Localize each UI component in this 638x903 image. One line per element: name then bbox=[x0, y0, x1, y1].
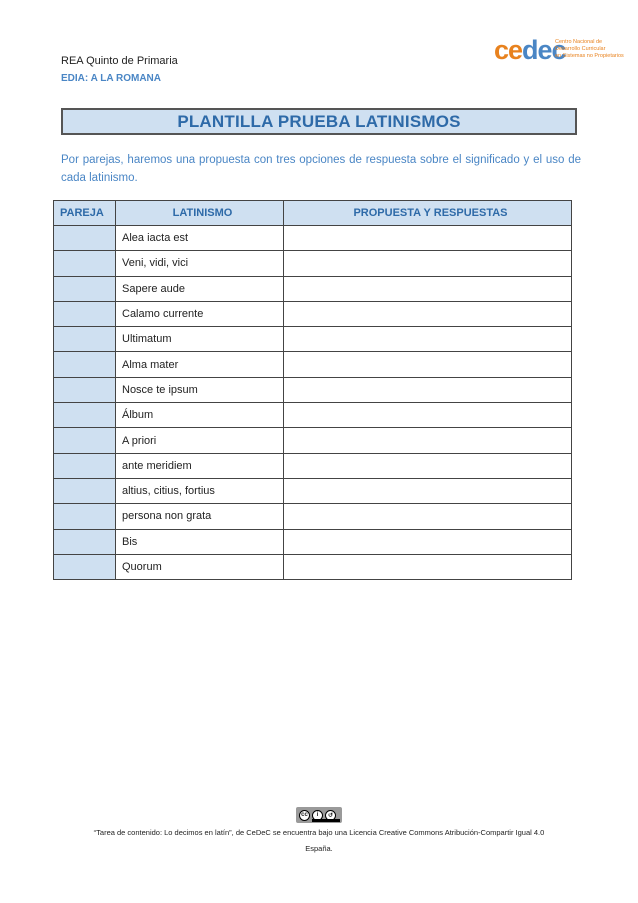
table-row bbox=[54, 301, 572, 326]
pareja-cell bbox=[54, 453, 116, 478]
table-row bbox=[54, 251, 572, 276]
pareja-cell bbox=[54, 276, 116, 301]
table-row bbox=[54, 377, 572, 402]
table-header-row bbox=[54, 201, 572, 226]
cedec-logo bbox=[494, 34, 624, 66]
latinismo-cell: altius, citius, fortius bbox=[116, 478, 284, 503]
pareja-cell bbox=[54, 529, 116, 554]
pareja-cell bbox=[54, 327, 116, 352]
propuesta-cell bbox=[284, 327, 572, 352]
cedec-logo-text: Centro Nacional de Desarrollo Curricular en Sistemas no Propietarios bbox=[555, 39, 624, 59]
header-latinismo: LATINISMO bbox=[116, 201, 284, 226]
cedec-logo-word: cedec bbox=[494, 35, 566, 65]
latinismo-cell: ante meridiem bbox=[116, 453, 284, 478]
pareja-cell bbox=[54, 352, 116, 377]
pareja-cell bbox=[54, 251, 116, 276]
header-rea: REA Quinto de Primaria bbox=[61, 55, 178, 67]
header-propuesta: PROPUESTA Y RESPUESTAS bbox=[284, 201, 572, 226]
latinismo-cell: Álbum bbox=[116, 403, 284, 428]
pareja-cell bbox=[54, 301, 116, 326]
table-row bbox=[54, 529, 572, 554]
latinismo-cell: Bis bbox=[116, 529, 284, 554]
propuesta-cell bbox=[284, 251, 572, 276]
propuesta-cell bbox=[284, 403, 572, 428]
page-title: PLANTILLA PRUEBA LATINISMOS bbox=[177, 111, 461, 131]
latinismo-cell: A priori bbox=[116, 428, 284, 453]
pareja-cell bbox=[54, 478, 116, 503]
pareja-cell bbox=[54, 377, 116, 402]
table-row bbox=[54, 226, 572, 251]
header-edia: EDIA: A LA ROMANA bbox=[61, 73, 161, 84]
table-row bbox=[54, 453, 572, 478]
propuesta-cell bbox=[284, 453, 572, 478]
pareja-cell bbox=[54, 403, 116, 428]
propuesta-cell bbox=[284, 377, 572, 402]
table-row bbox=[54, 403, 572, 428]
propuesta-cell bbox=[284, 301, 572, 326]
creative-commons-by-sa-icon: cc i ↺ bbox=[296, 807, 342, 823]
propuesta-cell bbox=[284, 276, 572, 301]
pareja-cell bbox=[54, 504, 116, 529]
table-row bbox=[54, 327, 572, 352]
propuesta-cell bbox=[284, 529, 572, 554]
table-row bbox=[54, 478, 572, 503]
pareja-cell bbox=[54, 428, 116, 453]
latinismo-cell: Veni, vidi, vici bbox=[116, 251, 284, 276]
latinismo-cell: Quorum bbox=[116, 554, 284, 579]
license-line1: “Tarea de contenido: Lo decimos en latín”, de CeDeC se encuentra bajo una Licencia Creative Commons Atribución-Compartir Igual 4.0 bbox=[93, 828, 545, 837]
latinismos-table bbox=[53, 200, 572, 580]
table-row bbox=[54, 276, 572, 301]
propuesta-cell bbox=[284, 478, 572, 503]
propuesta-cell bbox=[284, 504, 572, 529]
license-line2: España. bbox=[305, 844, 333, 853]
page-title-box bbox=[61, 108, 577, 135]
header-pareja: PAREJA bbox=[54, 201, 116, 226]
latinismo-cell: Nosce te ipsum bbox=[116, 377, 284, 402]
pareja-cell bbox=[54, 554, 116, 579]
table-row bbox=[54, 504, 572, 529]
table-row bbox=[54, 352, 572, 377]
latinismo-cell: Sapere aude bbox=[116, 276, 284, 301]
propuesta-cell bbox=[284, 226, 572, 251]
latinismo-cell: Calamo currente bbox=[116, 301, 284, 326]
license-footer bbox=[55, 825, 583, 857]
pareja-cell bbox=[54, 226, 116, 251]
propuesta-cell bbox=[284, 352, 572, 377]
table-row bbox=[54, 428, 572, 453]
latinismo-cell: Alma mater bbox=[116, 352, 284, 377]
propuesta-cell bbox=[284, 554, 572, 579]
latinismo-cell: Ultimatum bbox=[116, 327, 284, 352]
latinismo-cell: persona non grata bbox=[116, 504, 284, 529]
latinismo-cell: Alea iacta est bbox=[116, 226, 284, 251]
propuesta-cell bbox=[284, 428, 572, 453]
table-row bbox=[54, 554, 572, 579]
intro-text: Por parejas, haremos una propuesta con tres opciones de respuesta sobre el significado y el uso de cada latinismo. bbox=[61, 154, 581, 184]
